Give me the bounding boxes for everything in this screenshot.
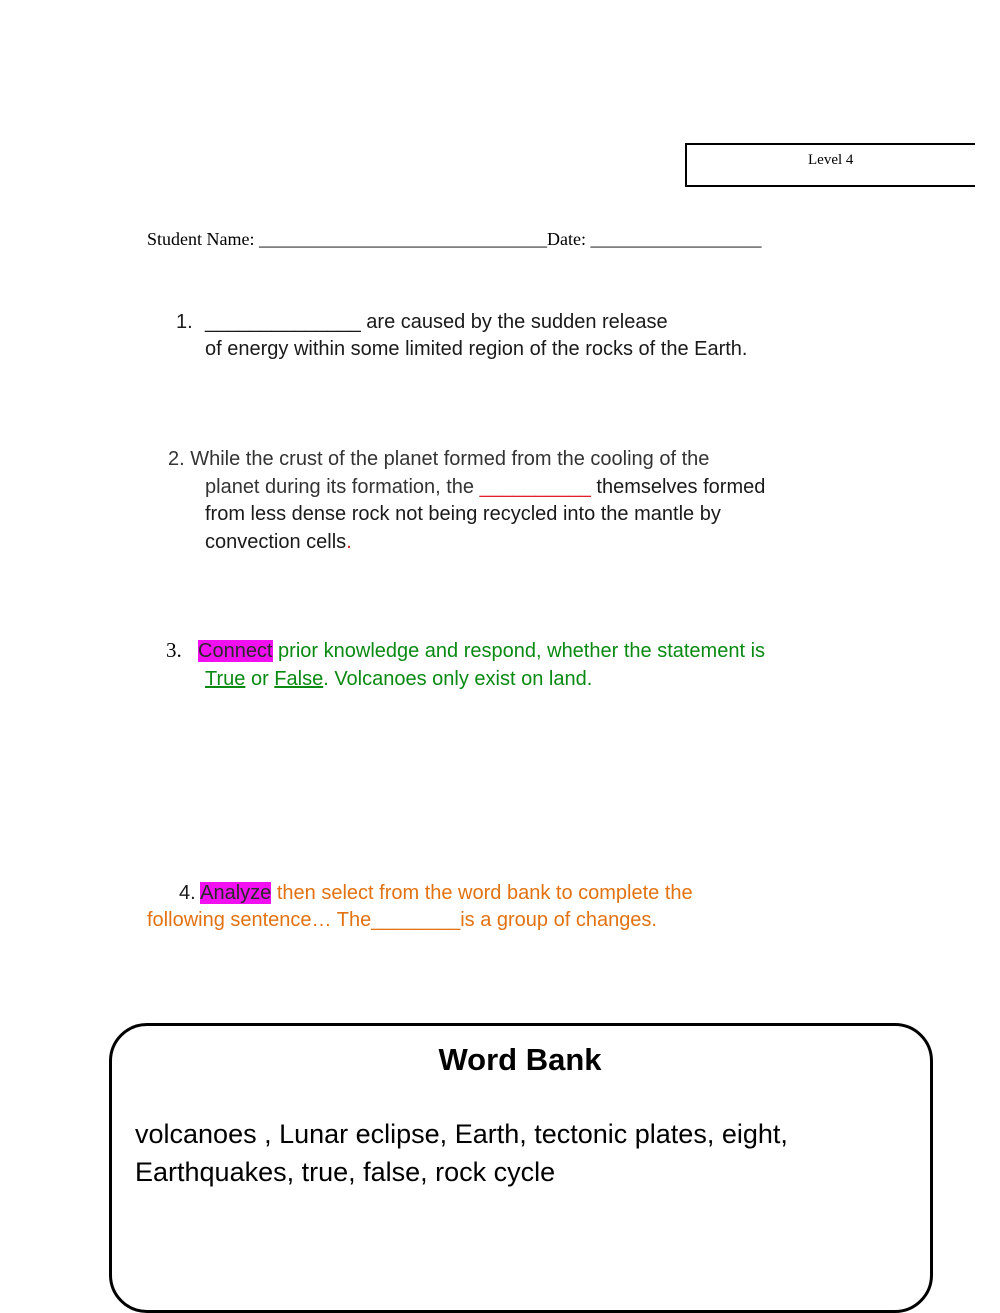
question-4-text: then select from the word bank to complete the (271, 882, 693, 904)
false-word: False (274, 668, 324, 690)
question-2-blank: __________ (479, 476, 591, 498)
question-1-line-2: of energy within some limited region of the rocks of the Earth. (205, 338, 748, 360)
question-2-text-b: themselves formed (590, 476, 766, 498)
question-2-period: . (346, 531, 352, 553)
question-3-text: prior knowledge and respond, whether the statement is (272, 640, 766, 662)
question-4-line-2: following sentence… The________is a group of changes. (147, 909, 657, 931)
question-1-number: 1. (176, 311, 193, 333)
question-2-line-1: 2. While the crust of the planet formed from the cooling of the (168, 448, 710, 470)
question-1-line-1: ______________ are caused by the sudden release (205, 311, 668, 333)
level-label: Level 4 (808, 152, 854, 168)
question-4-number: 4. (179, 882, 201, 904)
question-2-text-a: planet during its formation, the (205, 476, 480, 498)
question-3-highlight: Connect (198, 640, 273, 662)
question-2-line-4 (205, 529, 352, 557)
question-4-highlight: Analyze (200, 882, 272, 904)
question-2-line-2 (205, 474, 765, 502)
question-3-number: 3. (166, 638, 182, 662)
word-bank-title: Word Bank (438, 1042, 602, 1077)
or-word: or (245, 668, 275, 690)
question-3-statement: . Volcanoes only exist on land. (323, 668, 593, 690)
question-2-line-3: from less dense rock not being recycled into the mantle by (205, 503, 721, 525)
question-3-line-1 (198, 638, 765, 666)
question-4-line-1 (179, 880, 693, 908)
word-bank-words: volcanoes , Lunar eclipse, Earth, tectonic plates, eight, Earthquakes, true, false, rock cycle (135, 1119, 788, 1187)
question-3-line-2 (205, 666, 592, 694)
true-word: True (205, 668, 246, 690)
question-2-line-4-text: convection cells (205, 531, 347, 553)
student-name-date-line: Student Name: ________________________________Date: ___________________ (147, 229, 762, 249)
